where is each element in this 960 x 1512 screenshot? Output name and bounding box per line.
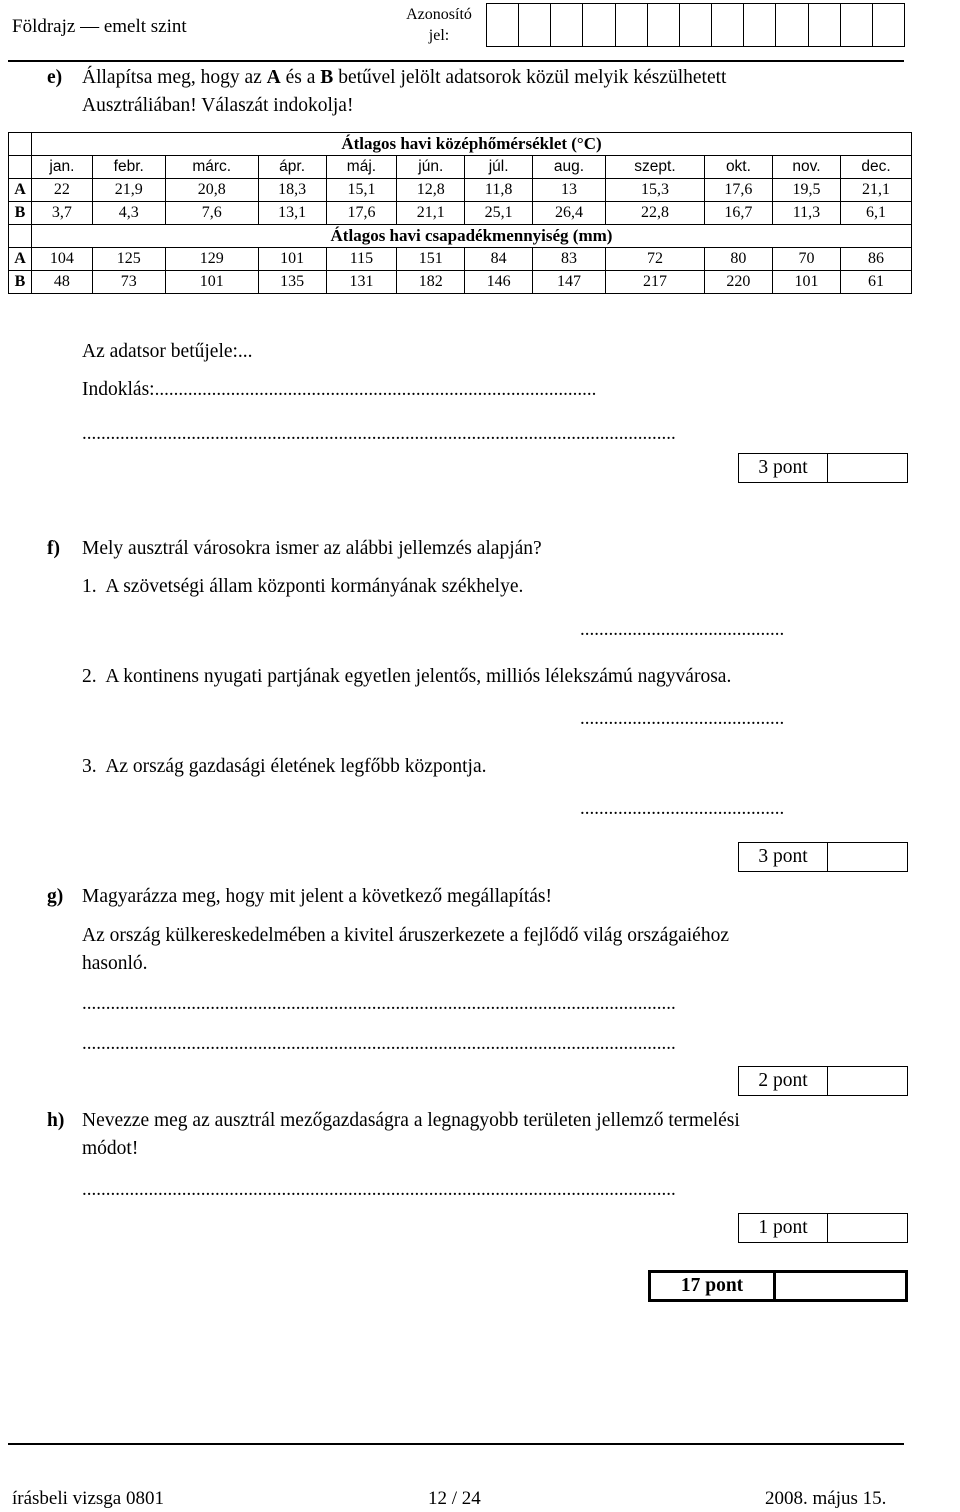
answer-line-f2[interactable]: ........................................... xyxy=(580,708,785,729)
table-cell: 20,8 xyxy=(165,179,258,202)
table-cell: 11,3 xyxy=(772,202,840,225)
month-cell: jún. xyxy=(397,156,465,179)
table-cell: 83 xyxy=(533,248,606,271)
total-score-box xyxy=(648,1270,908,1302)
table-cell: 7,6 xyxy=(165,202,258,225)
month-cell: aug. xyxy=(533,156,606,179)
score-label: 2 pont xyxy=(739,1067,828,1095)
reason-line[interactable]: Indoklás:............................................................................................. xyxy=(82,379,597,400)
footer-exam: írásbeli vizsga 0801 xyxy=(12,1488,164,1509)
table-cell: 12,8 xyxy=(397,179,465,202)
id-label-line1: Azonosító xyxy=(406,6,472,23)
question-e-text-line2: Ausztráliában! Válaszát indokolja! xyxy=(82,95,354,116)
list-item: 1. A szövetségi állam központi kormányának székhelye. xyxy=(82,576,524,597)
question-e-label: e) xyxy=(47,67,63,88)
month-cell: máj. xyxy=(326,156,397,179)
table-cell: 22,8 xyxy=(605,202,704,225)
answer-line-h[interactable]: ............................................................................................................................. xyxy=(82,1179,676,1200)
table-cell: 48 xyxy=(32,271,93,294)
month-cell: febr. xyxy=(92,156,165,179)
table-cell: 86 xyxy=(841,248,912,271)
precip-title: Átlagos havi csapadékmennyiség (mm) xyxy=(32,225,912,248)
score-box-g xyxy=(738,1066,908,1096)
corner-cell xyxy=(9,133,32,156)
table-cell: 146 xyxy=(465,271,533,294)
table-cell: 70 xyxy=(772,248,840,271)
id-code-boxes[interactable] xyxy=(486,3,905,47)
table-cell: 131 xyxy=(326,271,397,294)
list-item: 2. A kontinens nyugati partjának egyetlen jelentős, milliós lélekszámú nagyvárosa. xyxy=(82,666,732,687)
reason-line-2[interactable]: ............................................................................................................................. xyxy=(82,423,676,444)
footer-divider xyxy=(8,1443,904,1445)
question-g-label: g) xyxy=(47,886,64,907)
table-cell: 15,1 xyxy=(326,179,397,202)
id-box[interactable] xyxy=(744,4,776,46)
table-cell: 19,5 xyxy=(772,179,840,202)
table-cell: 101 xyxy=(772,271,840,294)
month-cell: nov. xyxy=(772,156,840,179)
question-e-text: Állapítsa meg, hogy az A és a B betűvel jelölt adatsorok közül melyik készülhetett xyxy=(82,67,727,88)
temp-row-b xyxy=(9,202,912,225)
table-cell: 22 xyxy=(32,179,93,202)
id-box[interactable] xyxy=(583,4,615,46)
precip-row-a xyxy=(9,248,912,271)
answer-line-f3[interactable]: ........................................... xyxy=(580,798,785,819)
precip-row-b xyxy=(9,271,912,294)
table-cell: 80 xyxy=(705,248,773,271)
climate-table xyxy=(8,132,912,294)
table-cell: 129 xyxy=(165,248,258,271)
footer-date: 2008. május 15. xyxy=(765,1488,887,1509)
id-box[interactable] xyxy=(487,4,519,46)
score-field[interactable] xyxy=(828,1067,907,1095)
temp-row-a xyxy=(9,179,912,202)
table-cell: 125 xyxy=(92,248,165,271)
id-box[interactable] xyxy=(776,4,808,46)
row-label: A xyxy=(9,248,32,271)
footer-page-number: 12 / 24 xyxy=(428,1488,481,1509)
table-cell: 6,1 xyxy=(841,202,912,225)
question-h-label: h) xyxy=(47,1110,65,1131)
row-label: A xyxy=(9,179,32,202)
id-box[interactable] xyxy=(809,4,841,46)
answer-letter-line[interactable]: Az adatsor betűjele:... xyxy=(82,341,253,362)
score-field[interactable] xyxy=(828,1214,907,1242)
table-cell: 15,3 xyxy=(605,179,704,202)
id-box[interactable] xyxy=(551,4,583,46)
table-cell: 4,3 xyxy=(92,202,165,225)
score-label: 3 pont xyxy=(739,454,828,482)
statement-line2: hasonló. xyxy=(82,953,148,974)
question-g-text: Magyarázza meg, hogy mit jelent a következő megállapítás! xyxy=(82,886,552,907)
table-cell: 17,6 xyxy=(705,179,773,202)
header-divider xyxy=(8,60,904,62)
total-score-label: 17 pont xyxy=(651,1273,776,1299)
table-cell: 115 xyxy=(326,248,397,271)
table-cell: 73 xyxy=(92,271,165,294)
answer-line-f1[interactable]: ........................................... xyxy=(580,619,785,640)
table-cell: 147 xyxy=(533,271,606,294)
month-cell: dec. xyxy=(841,156,912,179)
table-cell: 182 xyxy=(397,271,465,294)
total-score-field[interactable] xyxy=(776,1273,905,1299)
score-label: 1 pont xyxy=(739,1214,828,1242)
id-box[interactable] xyxy=(616,4,648,46)
month-cell: jan. xyxy=(32,156,93,179)
table-cell: 220 xyxy=(705,271,773,294)
months-row xyxy=(9,156,912,179)
month-cell: márc. xyxy=(165,156,258,179)
id-box[interactable] xyxy=(648,4,680,46)
table-cell: 17,6 xyxy=(326,202,397,225)
id-box[interactable] xyxy=(841,4,873,46)
table-cell: 25,1 xyxy=(465,202,533,225)
month-cell: júl. xyxy=(465,156,533,179)
score-box-f xyxy=(738,842,908,872)
month-cell: okt. xyxy=(705,156,773,179)
table-cell: 26,4 xyxy=(533,202,606,225)
table-cell: 135 xyxy=(258,271,326,294)
id-box[interactable] xyxy=(680,4,712,46)
question-f-label: f) xyxy=(47,538,60,559)
table-cell: 21,1 xyxy=(841,179,912,202)
answer-line-g1[interactable]: ............................................................................................................................. xyxy=(82,993,676,1014)
statement-line1: Az ország külkereskedelmében a kivitel áruszerkezete a fejlődő világ országaiéhoz xyxy=(82,925,729,946)
table-cell: 13 xyxy=(533,179,606,202)
score-label: 3 pont xyxy=(739,843,828,871)
table-cell: 84 xyxy=(465,248,533,271)
score-box-e xyxy=(738,453,908,483)
answer-line-g2[interactable]: ............................................................................................................................. xyxy=(82,1033,676,1054)
id-label-line2: jel: xyxy=(428,27,450,44)
temp-title: Átlagos havi középhőmérséklet (°C) xyxy=(32,133,912,156)
row-label: B xyxy=(9,202,32,225)
table-cell: 21,9 xyxy=(92,179,165,202)
table-cell: 18,3 xyxy=(258,179,326,202)
table-cell: 21,1 xyxy=(397,202,465,225)
id-box[interactable] xyxy=(712,4,744,46)
table-cell: 16,7 xyxy=(705,202,773,225)
month-cell: szept. xyxy=(605,156,704,179)
id-box[interactable] xyxy=(519,4,551,46)
table-cell: 3,7 xyxy=(32,202,93,225)
question-h-text-line2: módot! xyxy=(82,1138,139,1159)
table-cell: 11,8 xyxy=(465,179,533,202)
score-box-h xyxy=(738,1213,908,1243)
score-field[interactable] xyxy=(828,454,907,482)
list-item: 3. Az ország gazdasági életének legfőbb központja. xyxy=(82,756,487,777)
table-cell: 151 xyxy=(397,248,465,271)
score-field[interactable] xyxy=(828,843,907,871)
table-cell: 104 xyxy=(32,248,93,271)
table-cell: 101 xyxy=(258,248,326,271)
table-cell: 101 xyxy=(165,271,258,294)
question-f-text: Mely ausztrál városokra ismer az alábbi jellemzés alapján? xyxy=(82,538,542,559)
row-label: B xyxy=(9,271,32,294)
table-cell: 61 xyxy=(841,271,912,294)
table-cell: 217 xyxy=(605,271,704,294)
table-cell: 13,1 xyxy=(258,202,326,225)
question-h-text-line1: Nevezze meg az ausztrál mezőgazdaságra a legnagyobb területen jellemző termelési xyxy=(82,1110,740,1131)
table-cell: 72 xyxy=(605,248,704,271)
id-box[interactable] xyxy=(873,4,904,46)
subject-title: Földrajz — emelt szint xyxy=(12,16,187,37)
id-label xyxy=(402,4,476,46)
month-cell: ápr. xyxy=(258,156,326,179)
